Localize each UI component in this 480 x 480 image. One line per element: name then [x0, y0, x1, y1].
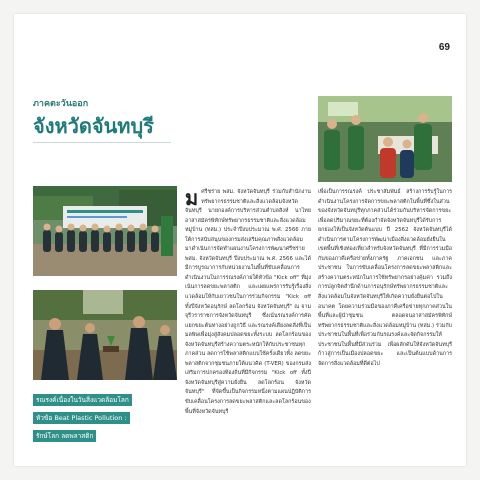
region-label: ภาคตะวันออก: [33, 99, 89, 109]
title-divider: [33, 142, 171, 143]
province-title: จังหวัดจันทบุรี: [33, 114, 154, 138]
photo-caption-line: รักษ์โลก ลดพลาสติก: [33, 430, 96, 442]
article-column-left: [185, 188, 311, 417]
drop-cap: ม: [185, 186, 199, 210]
article-paragraph: เพื่อเป็นการรณรงค์ ประชาสัมพันธ์ สร้างการรับรู้ในการดำเนินงานโครงการจัดการขยะพลาสติกในพื้นที่ซึ่งในส่วนของจังหวัดจันทบุรีทุกภาคส่วนได้ร่วมกันบริหารจัดการขยะเพื่อลดปริมาณขยะที่ต้องกำจัดจังหวัดจันทบุรีได้รับการยกย่องให้เป็นจังหวัดต้นแบบ ปี 2562 จังหวัดจันทบุรีได้ดำเนินการตามโครงการพัฒนาเมืองสิ่งแวดล้อมยั่งยืนในเขตพื้นที่เชิงท่องเที่ยวสำหรับจังหวัดจันทบุรี ที่มีการร่วมมือกันของภาคีเครือข่ายทั้งภาครัฐ ภาคเอกชน และภาคประชาชน ในการขับเคลื่อนโครงการลดขยะพลาสติกและสร้างความตระหนักในการใช้ทรัพยากรอย่างคุ้มค่า รวมถึงการปลูกจิตสำนึกด้านการอนุรักษ์ทรัพยากรธรรมชาติและสิ่งแวดล้อมในจังหวัดจันทบุรีให้เกิดความยั่งยืนต่อไปในอนาคต โดยความร่วมมือของภาคีเครือข่ายทุกภาคส่วนในพื้นที่และผู้นำชุมชน ตลอดจนอาสาสมัครพิทักษ์ทรัพยากรธรรมชาติและสิ่งแวดล้อมหมู่บ้าน (ทสม.) ร่วมกับประชาชนในพื้นที่เพื่อร่วมกันรณรงค์และจัดกิจกรรมให้ประชาชนในพื้นที่มีส่วนร่วม เพื่อผลักดันให้จังหวัดจันทบุรีก้าวสู่การเป็นเมืองปลอดขยะ และเป็นต้นแบบด้านการจัดการสิ่งแวดล้อมที่ดีต่อไป: [318, 189, 453, 367]
photo-caption-line: หัวข้อ Beat Plastic Pollution :: [33, 412, 130, 424]
article-column-right: [318, 188, 452, 369]
planting-activity-photo: [33, 290, 177, 380]
magazine-page: [14, 14, 466, 466]
photo-caption-line: รณรงค์เนื่องในวันสิ่งแวดล้อมโลก: [33, 394, 132, 406]
event-group-photo: [33, 186, 177, 276]
workshop-children-photo: [318, 96, 452, 182]
page-number: 69: [438, 42, 450, 53]
article-paragraph: ศรีชร่าย พสม. จังหวัดจันทบุรี ร่วมกับสำนักงานทรัพยากรธรรมชาติและสิ่งแวดล้อมจังหวัดจันทบุรี นายกองค์การบริหารส่วนตำบลสิงห์ นาไทยอาสาสมัครพิทักษ์ทรัพยากรธรรมชาติและสิ่งแวดล้อมหมู่บ้าน (ทสม.) ประจำปีงบประมาณ พ.ศ. 2566 ภายใต้การสนับสนุนของกรมส่งเสริมคุณภาพสิ่งแวดล้อม มาดำเนินการจัดทำแผนงานโครงการพัฒนาศรีชร่าย พสม. จังหวัดจันทบุรี ปีงบประมาณ พ.ศ. 2566 และได้มีการบูรณาการกับหน่วยงานในพื้นที่ขับเคลื่อนการดำเนินงานในการรณรงค์ภายใต้หัวข้อ "Kick off" ที่มุ่งเน้นการลดขยะพลาสติก และเผยแพร่การรับรู้เรื่องสิ่งแวดล้อมให้กับเยาวชนในการร่วมกิจกรรม "Kick off ทั้งปีจังหวัดอนุรักษ์ ลดโลกร้อน จังหวัดจันทบุรี" ณ จามจุรีวราราชการจังหวัดจันทบุรี ซึ่งเน้นรณรงค์การคัดแยกขยะต้นทางอย่างถูกวิธี และรณรงค์เสียงลดสิ่งที่เป็นมลพิษเพื่อมุ่งสู่สังคมปลอดขยะทั้งระบบ ลดโลกร้อนของจังหวัดจันทบุรีสร้างความตระหนักให้กับประชาชนทุกภาคส่วน ลดการใช้พลาสติกแบบใช้ครั้งเดียวทิ้ง ลดขยะพลาสติกจากชุมชนภายใต้แนวคิด (T-VER) ของกรมส่งเสริมการปกครองท้องถิ่นที่มีกิจกรรม "Kick off ทั้งปีจังหวัดจันทบุรีสู่ความยั่งยืน ลดโลกร้อน จังหวัดจันทบุรี" ที่จัดขึ้นเป็นกิจกรรมหนึ่งตามแผนปฏิบัติการขับเคลื่อนโครงการลดขยะพลาสติกและลดโลกร้อนของพื้นที่จังหวัดจันทบุรี: [185, 189, 311, 415]
